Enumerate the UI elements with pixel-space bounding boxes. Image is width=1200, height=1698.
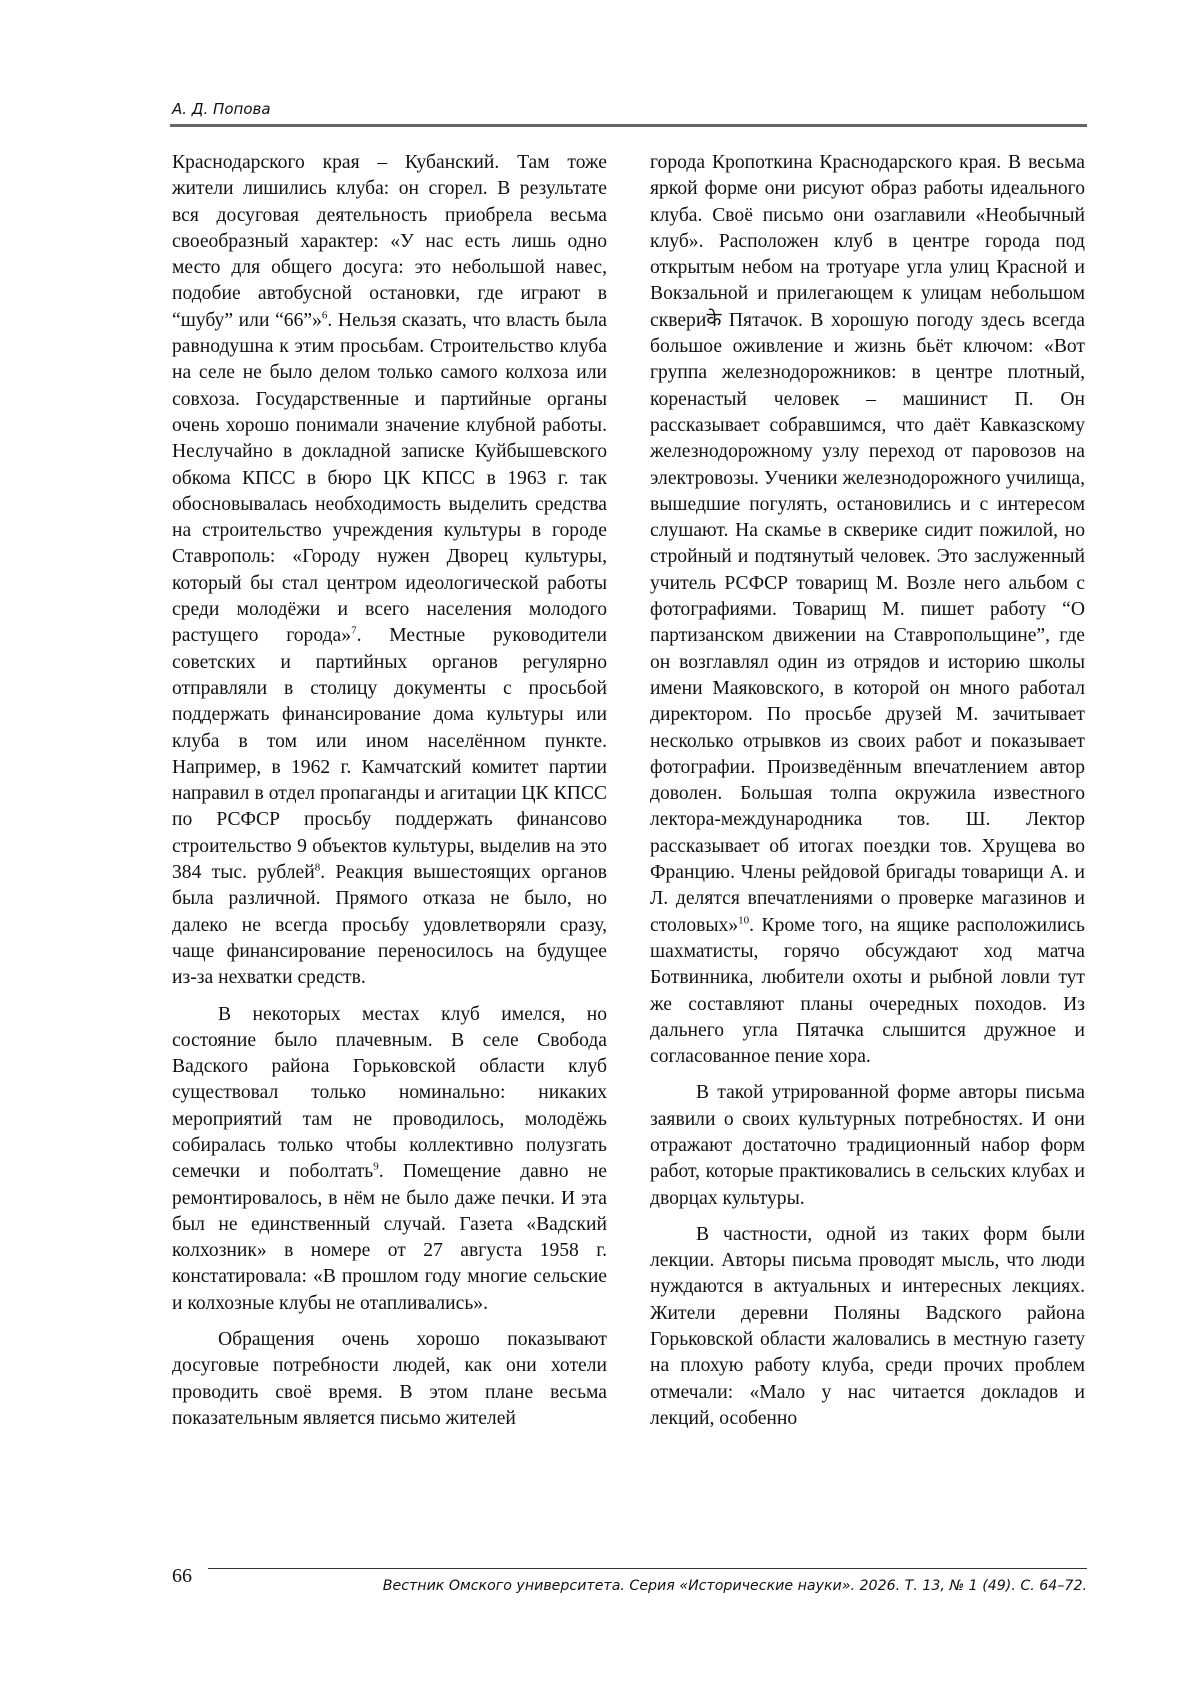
journal-citation: Вестник Омского университета. Серия «Исторические науки». 2026. Т. 13, № 1 (49). С. 64–72. — [382, 1578, 1087, 1594]
footer-rule — [208, 1568, 1087, 1569]
paragraph — [172, 1002, 607, 1318]
paragraph — [650, 150, 1085, 1070]
footnote-ref: 6 — [321, 309, 328, 322]
text-run: В некоторых местах клуб имелся, но состояние было плачевным. В селе Свобода Вадского района Горьковской области клуб существовал только номинально: никаких мероприятий там не проводилось, молодёжь собиралась только чтобы коллективно полузгать семечки и поболтать — [172, 1003, 607, 1183]
paragraph — [172, 150, 607, 992]
text-run: . Нельзя сказать, что власть была равнодушна к этим просьбам. Строительство клуба на селе не было делом только самого колхоза или совхоза. Государственные и партийные органы очень хорошо понимали значение клубной работы. Неслучайно в докладной записке Куйбышевского обкома КПСС в бюро ЦК КПСС в 1963 г. так обосновывалась необходимость выделить средства на строительство учреждения культуры в городе Ставрополь: «Городу нужен Дворец культуры, который бы стал центром идеологической работы среди молодёжи и всего населения молодого растущего города» — [172, 309, 607, 647]
footnote-ref: 8 — [314, 861, 321, 874]
text-run: . Помещение давно не ремонтировалось, в нём не было даже печки. И эта был не единственный случай. Газета «Вадский колхозник» в номере от 27 августа 1958 г. констатировала: «В прошлом году многие сельские и колхозные клубы не отапливались». — [172, 1161, 607, 1314]
text-run: . Кроме того, на ящике расположились шахматисты, горячо обсуждают ход матча Ботвинника, любители охоты и рыбной ловли тут же составляют планы очередных походов. Из дальнего угла Пятачка слышится дружное и согласованное пение хора. — [650, 914, 1085, 1068]
text-run: Краснодарского края – Кубанский. Там тоже жители лишились клуба: он сгорел. В результате вся досуговая деятельность приобрела весьма своеобразный характер: «У нас есть лишь одно место для общего досуга: это небольшой навес, подобие автобусной остановки, где играют в “шубу” или “66”» — [172, 152, 607, 331]
text-run: . Реакция вышестоящих органов была различной. Прямого отказа не было, но далеко не всегда просьбу удовлетворяли сразу, чаще финансирование переносилось на будущее из-за нехватки средств. — [172, 862, 607, 989]
text-run: . Местные руководители советских и партийных органов регулярно отправляли в столицу документы с просьбой поддержать финансирование дома культуры или клуба в том или ином населённом пункте. Например, в 1962 г. Камчатский комитет партии направил в отдел пропаганды и агитации ЦК КПСС по РСФСР просьбу поддержать финансово строительство 9 объектов культуры, выделив на это 384 тыс. рублей — [172, 625, 607, 884]
running-head-author: А. Д. Попова — [172, 100, 271, 118]
paragraph: В такой утрированной форме авторы письма заявили о своих культурных потребностях. И они отражают достаточно традиционный набор форм работ, которые практиковались в сельских клубах и дворцах культуры. — [650, 1082, 1085, 1209]
paragraph: Обращения очень хорошо показывают досуговые потребности людей, как они хотели проводить своё время. В этом плане весьма показательным является письмо жителей — [172, 1329, 607, 1429]
footnote-ref: 7 — [351, 624, 357, 637]
paragraph: В частности, одной из таких форм были лекции. Авторы письма проводят мысль, что люди нуждаются в актуальных и интересных лекциях. Жители деревни Поляны Вадского района Горьковской области жаловались в местную газету на плохую работу клуба, среди прочих проблем отмечали: «Мало у нас читается докладов и лекций, особенно — [650, 1223, 1085, 1429]
footnote-ref: 9 — [373, 1160, 379, 1173]
footnote-ref: 10 — [738, 914, 750, 927]
right-column — [650, 150, 1085, 1432]
header-rule — [170, 124, 1087, 127]
text-run: города Кропоткина Краснодарского края. В весьма яркой форме они рисуют образ работы идеального клуба. Своё письмо они озаглавили «Необычный клуб». Расположен клуб в центре города под открытым небом на тротуаре угла улиц Красной и Вокзальной и прилегающем к улицам небольшом сквериके Пятачок. В хорошую погоду здесь всегда большое оживление и жизнь бьёт ключом: «Вот группа железнодорожников: в центре плотный, коренастый человек – машинист П. Он рассказывает собравшимся, что даёт Кавказскому железнодорожному узлу переход от паровозов на электровозы. Ученики железнодорожного училища, вышедшие погулять, остановились и с интересом слушают. На скамье в скверике сидит пожилой, но стройный и подтянутый человек. Это заслуженный учитель РСФСР товарищ М. Возле него альбом с фотографиями. Товарищ М. пишет работу “О партизанском движении на Ставропольщине”, где он возглавлял один из отрядов и историю школы имени Маяковского, в которой он много работал директором. По просьбе друзей М. зачитывает несколько отрывков из своих работ и показывает фотографии. Произведённым впечатлением автор доволен. Большая толпа окружила известного лектора-международника тов. Ш. Лектор рассказывает об итогах поездки тов. Хрущева во Францию. Члены рейдовой бригады товарищи А. и Л. делятся впечатлениями о проверке магазинов и столовых» — [650, 152, 1085, 936]
page-number: 66 — [172, 1565, 192, 1587]
left-column — [172, 150, 607, 1432]
